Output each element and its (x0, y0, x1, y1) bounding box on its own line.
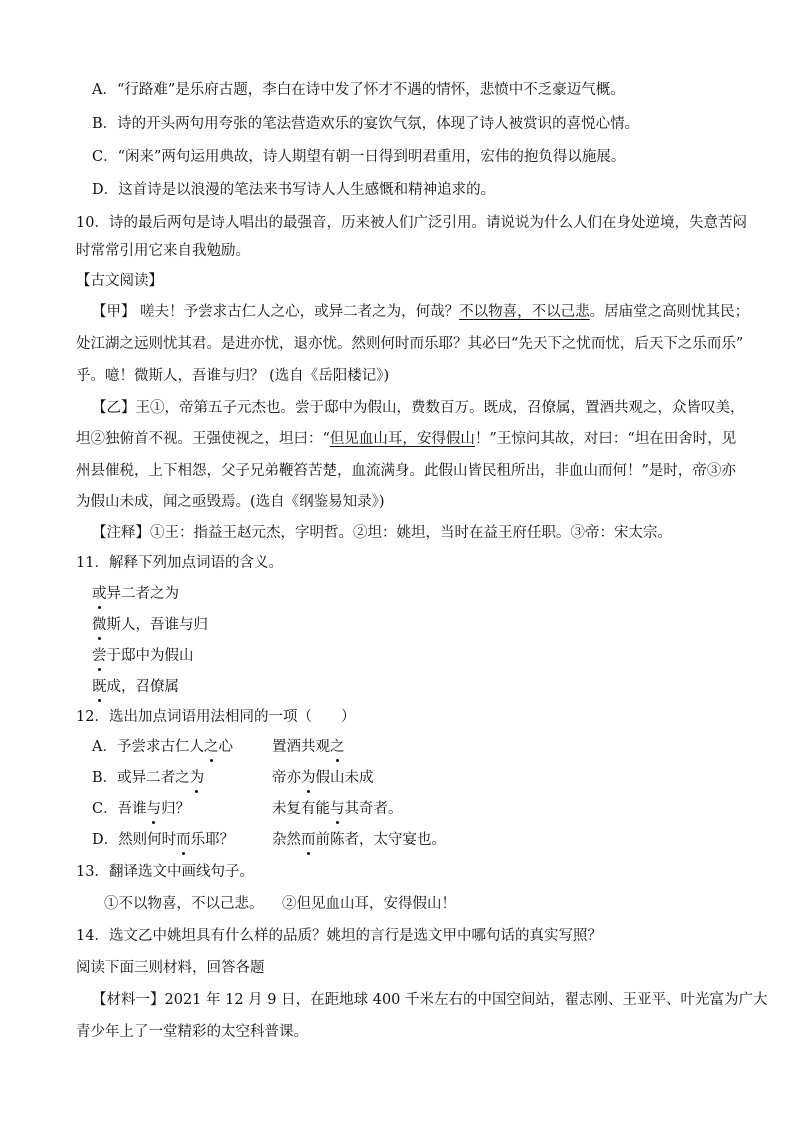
dotted-word: 与 (146, 801, 162, 817)
q12-text: 置酒共观 (272, 739, 330, 755)
q9-option-d: D．这首诗是以浪漫的笔法来书写诗人人生感慨和精神追求的。 (92, 182, 496, 198)
dotted-word: 而 (176, 832, 191, 848)
q11-item (92, 646, 194, 666)
q9-option-b: B．诗的开头两句用夸张的笔法营造欢乐的宴饮气氛，体现了诗人被赏识的喜悦心情。 (92, 116, 640, 132)
passage-jia-line2: 处江湖之远则忧其君。是进亦忧，退亦忧。然则何时而乐耶？其必曰“先天下之忧而忧，后天下之乐而乐” (76, 336, 744, 352)
dotted-word: 为 (301, 770, 316, 786)
section-title: 【古文阅读】 (76, 273, 163, 289)
q12-text: 归？ (161, 801, 191, 817)
q12-text: 其奇者。 (344, 801, 403, 817)
q10-line1: 10．诗的最后两句是诗人唱出的最强音，历来被人们广泛引用。请说说为什么人们在身处逆境，失意苦闷 (76, 215, 747, 231)
q11-item (92, 584, 179, 604)
q12-text: 杂然 (272, 832, 301, 848)
q11-item-text: 于邸中为假山 (106, 648, 194, 664)
q13-sentence-2: ②但见血山耳，安得假山！ (282, 896, 456, 912)
dotted-word: 之 (330, 739, 345, 755)
q12-text: 帝亦 (272, 770, 301, 786)
q12-option-c-right (272, 799, 403, 819)
passage-jia-line3: 乎。噫！微斯人，吾谁与归？ (选自《岳阳楼记》) (76, 368, 390, 384)
underlined-sentence-2: 但见血山耳，安得假山 (329, 431, 475, 447)
dotted-word: 微 (92, 617, 107, 633)
q12-text: C．吾谁 (92, 801, 147, 817)
q11-item-text: 成，召僚属 (106, 679, 179, 695)
passage-jia-line1 (92, 302, 749, 322)
q12-text: B．或异二者之 (92, 770, 190, 786)
q12-text: A．予尝求古仁人 (92, 739, 204, 755)
q11-item (92, 615, 208, 635)
dotted-word: 而 (301, 832, 316, 848)
dotted-word: 尝 (92, 648, 107, 664)
yi-text: 坦②独俯首不视。王强使视之，坦曰：“ (76, 431, 330, 447)
q13-stem: 13．翻译选文中画线句子。 (76, 864, 254, 880)
passage-yi-line1: 【乙】王①，帝第五子元杰也。尝于邸中为假山，费数百万。既成，召僚属，置酒共观之，众皆叹美， (92, 400, 745, 416)
q12-text: 未复有能 (272, 801, 330, 817)
dotted-word: 既 (92, 679, 107, 695)
q11-item-text: 异二者之为 (106, 586, 179, 602)
q12-option-b-left (92, 768, 204, 788)
material1-line1: 【材料一】2021 年 12 月 9 日，在距地球 400 千米左右的中国空间站，翟志刚、王亚平、叶光富为广大 (92, 992, 768, 1008)
passage-yi-line3: 州县催税，上下相怨，父子兄弟鞭笞苦楚，血流满身。此假山皆民租所出，非血山而何！”是时，帝③亦 (76, 463, 736, 479)
jia-text: 。居庙堂之高则忧其民； (589, 304, 750, 320)
yi-text: ！”王惊问其故，对曰：“坦在田舍时，见 (474, 431, 737, 447)
q12-stem: 12．选出加点词语用法相同的一项（ ） (76, 709, 356, 725)
q9-option-c: C．“闲来”两句运用典故，诗人期望有朝一日得到明君重用，宏伟的抱负得以施展。 (92, 149, 626, 165)
dotted-word: 与 (330, 801, 345, 817)
q12-option-a-right (272, 737, 345, 757)
jia-text: 【甲】 嗟夫！予尝求古仁人之心，或异二者之为，何哉？ (92, 304, 460, 320)
q11-item-text: 斯人，吾谁与归 (106, 617, 208, 633)
passage-yi-line4: 为假山未成，闻之亟毁焉。(选自《纲鉴易知录》) (76, 494, 385, 510)
q9-option-a: A．“行路难”是乐府古题，李白在诗中发了怀才不遇的情怀，悲愤中不乏豪迈气概。 (92, 82, 625, 98)
notes: 【注释】①王：指益王赵元杰，字明哲。②坦：姚坦，当时在益王府任职。③帝：宋太宗。 (92, 525, 672, 541)
q10-line2: 时常常引用它来自我勉励。 (76, 243, 250, 259)
q12-option-d-left (92, 830, 234, 850)
q12-text: 心 (218, 739, 233, 755)
q11-stem: 11．解释下列加点词语的含义。 (76, 555, 283, 571)
dotted-word: 之 (203, 739, 219, 755)
q12-text: 假山未成 (315, 770, 374, 786)
q12-option-d-right (272, 830, 446, 850)
reading-intro: 阅读下面三则材料，回答各题 (76, 960, 265, 976)
material1-line2: 青少年上了一堂精彩的太空科普课。 (76, 1024, 308, 1040)
q12-option-a-left (92, 737, 233, 757)
q12-text: 前陈者，太守宴也。 (315, 832, 446, 848)
q12-text: D．然则何时 (92, 832, 177, 848)
dotted-word: 为 (189, 770, 205, 786)
q12-option-b-right (272, 768, 374, 788)
underlined-sentence-1: 不以物喜，不以己悲 (459, 304, 590, 320)
q11-item (92, 677, 179, 697)
dotted-word: 或 (92, 586, 107, 602)
q14: 14．选文乙中姚坦具有什么样的品质？姚坦的言行是选文甲中哪句话的真实写照？ (76, 928, 602, 944)
q12-option-c-left (92, 799, 190, 819)
q12-text: 乐耶？ (190, 832, 235, 848)
passage-yi-line2 (76, 429, 736, 449)
q13-sentence-1: ①不以物喜，不以己悲。 (104, 896, 264, 912)
